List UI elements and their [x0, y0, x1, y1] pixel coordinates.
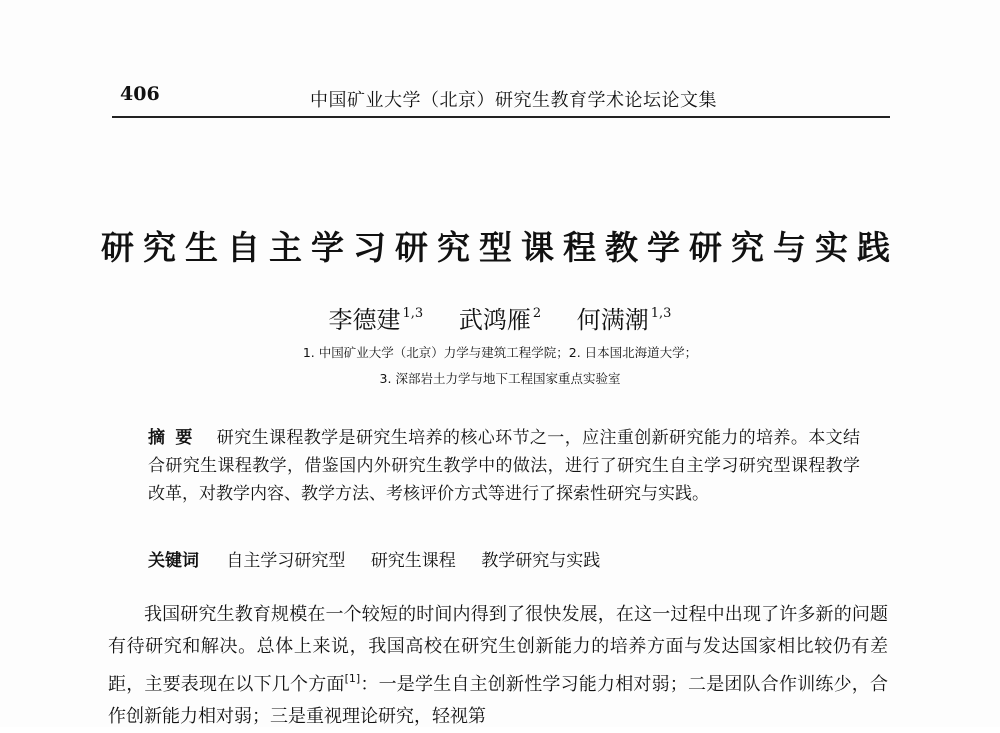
body-text-part-2: ：一是学生自主创新性学习能力相对弱；二是团队合作训练少，合作创新能力相对弱；三是重视理论研究，轻视第 — [108, 674, 889, 727]
author-affiliation-mark: 1,3 — [650, 306, 672, 321]
paper-title: 研究生自主学习研究型课程教学研究与实践 — [101, 228, 899, 267]
keywords-label: 关键词 — [148, 551, 199, 571]
affiliation-line-1: 1. 中国矿业大学（北京）力学与建筑工程学院；2. 日本国北海道大学； — [302, 345, 698, 360]
author-affiliation-mark: 2 — [532, 306, 542, 321]
body-paragraph — [108, 599, 888, 733]
author-name: 李德建 — [328, 306, 401, 334]
keyword: 教学研究与实践 — [481, 551, 601, 571]
keyword: 研究生课程 — [370, 551, 456, 571]
page-number: 406 — [120, 83, 160, 105]
affiliation-line-2: 3. 深部岩土力学与地下工程国家重点实验室 — [379, 371, 621, 386]
body-text-part-1: 我国研究生教育规模在一个较短的时间内得到了很快发展，在这一过程中出现了许多新的问题有待研究和解决。总体上来说，我国高校在研究生创新能力的培养方面与发达国家相比较仍有差距，主要表现在以下几个方面 — [108, 604, 888, 695]
author-name: 武鸿雁 — [458, 306, 531, 334]
keyword: 自主学习研究型 — [226, 551, 346, 571]
keywords — [148, 546, 620, 571]
abstract — [148, 424, 860, 508]
citation-ref: [1] — [344, 672, 361, 685]
author-affiliation-mark: 1,3 — [402, 306, 424, 321]
author — [459, 306, 541, 334]
author-list — [0, 300, 1000, 335]
header-rule — [112, 116, 890, 118]
author — [577, 306, 672, 334]
author — [329, 306, 424, 334]
abstract-text: 研究生课程教学是研究生培养的核心环节之一，应注重创新研究能力的培养。本文结合研究生课程教学，借鉴国内外研究生教学中的做法，进行了研究生自主学习研究型课程教学改革，对教学内容、教学方法、考核评价方式等进行了探索性研究与实践。 — [148, 428, 861, 504]
running-header-journal: 中国矿业大学（北京）研究生教育学术论坛论文集 — [310, 90, 717, 111]
author-name: 何满潮 — [576, 306, 649, 334]
abstract-label: 摘要 — [148, 428, 203, 448]
